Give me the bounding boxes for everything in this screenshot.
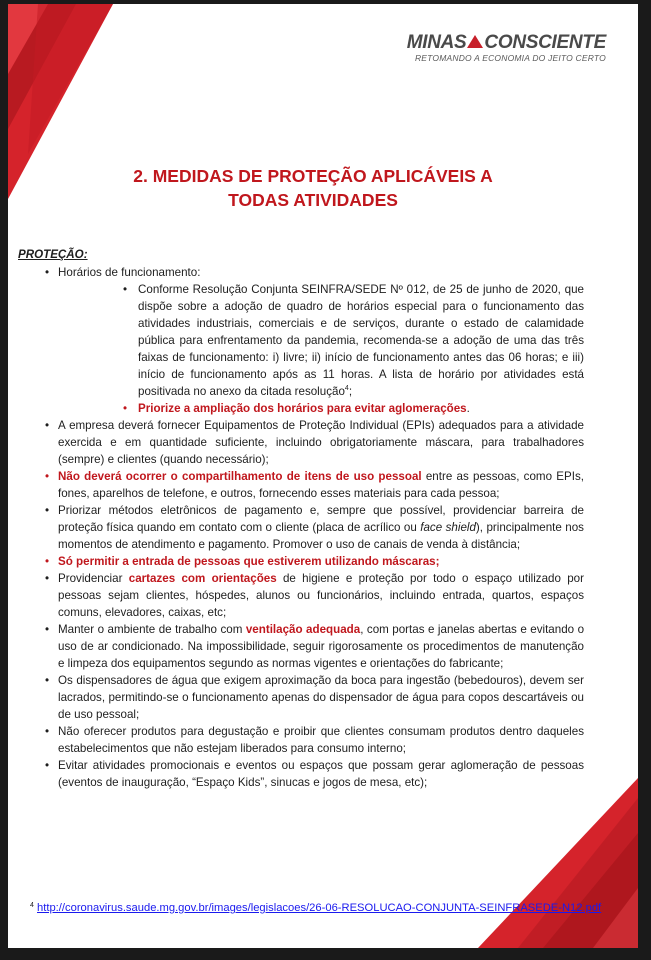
posters-text-2: de higiene e proteção por todo o espaço utilizado por pessoas sejam clientes, hóspedes, alunos ou funcionários, incluindo entrada, quartos, espaços comuns, elevadores, caixas, etc; (58, 572, 584, 619)
masks-end: ; (435, 555, 440, 568)
protection-list (18, 264, 584, 791)
list-item-tasting (18, 723, 584, 757)
heading-line-2: TODAS ATIVIDADES (228, 190, 398, 210)
tasting-text: Não oferecer produtos para degustação e proibir que clientes consumam produtos dentro daqueles estabelecimentos que não estejam liberados para consumo interno; (58, 725, 584, 755)
list-item-ventilation (18, 621, 584, 672)
epi-text: A empresa deverá fornecer Equipamentos de Proteção Individual (EPIs) adequados para a atividade exercida e em quantidade suficiente, incluindo obrigatoriamente máscara, para trabalhadores (sempre) e clientes (quando necessário); (58, 419, 584, 466)
ventilation-text-2: , com portas e janelas abertas e evitando o uso de ar condicionado. Na impossibilidade, seguir rigorosamente os procedimentos de manutenção e limpeza dos equipamentos segundo as normas vigentes e orientações do fabricante; (58, 623, 585, 670)
payment-text-2: ), principalmente nos momentos de atendimento e pagamento. Promover o uso de canais de venda à distância; (58, 521, 584, 551)
events-text: Evitar atividades promocionais e eventos ou espaços que possam gerar aglomeração de pessoas (eventos de inauguração, “Espaço Kids”, sinucas e jogos de mesa, etc); (58, 759, 584, 789)
footnote (30, 902, 638, 914)
prioritize-end: . (466, 402, 470, 415)
logo-tagline: RETOMANDO A ECONOMIA DO JEITO CERTO (414, 53, 606, 63)
section-heading (98, 164, 528, 212)
list-item-masks (18, 553, 584, 570)
hours-title: Horários de funcionamento: (58, 266, 201, 279)
payment-text-1: Priorizar métodos eletrônicos de pagamento e, sempre que possível, providenciar barreira de proteção física quando em contato com o cliente (placa de acrílico ou (58, 504, 584, 534)
payment-italic: face shield (420, 521, 476, 534)
footnote-link[interactable]: http://coronavirus.saude.mg.gov.br/images/legislacoes/26-06-RESOLUCAO-CONJUNTA-SEINFRASEDE-N12.pdf (37, 902, 602, 914)
footnote-number: 4 (30, 902, 34, 909)
document-page (8, 4, 638, 948)
ventilation-emphasis: ventilação adequada (245, 623, 361, 636)
list-item-posters (18, 570, 584, 621)
resolution-text: Conforme Resolução Conjunta SEINFRA/SEDE Nº 012, de 25 de junho de 2020, que dispõe sobre a adoção de quadro de horários especial para o funcionamento das atividades industriais, comerciais e de serviços, durante o estado de calamidade pública para enfrentamento da pandemia, recomenda-se a adoção de uma das três faixas de funcionamento: i) livre; ii) início de funcionamento antes das 06 horas; e iii) início de funcionamento após as 11 horas. A lista de horário por atividades está positivada no anexo da citada resolução (138, 283, 584, 398)
sharing-text: entre as pessoas, como EPIs, fones, aparelhos de telefone, e outros, fornecendo esses materiais para cada pessoa; (58, 470, 584, 500)
document-body (18, 246, 584, 791)
sharing-emphasis: Não deverá ocorrer o compartilhamento de itens de uso pessoal (58, 470, 422, 483)
posters-text-1: Providenciar (58, 572, 129, 585)
hours-sublist (98, 281, 584, 417)
list-item-water (18, 672, 584, 723)
list-item-hours (18, 264, 584, 417)
water-text: Os dispensadores de água que exigem aproximação da boca para ingestão (bebedouros), devem ser lacrados, permitindo-se o funcionamento apenas do dispensador de água para copos descartáveis ou de uso pessoal; (58, 674, 584, 721)
posters-emphasis: cartazes com orientações (128, 572, 277, 585)
ventilation-text-1: Manter o ambiente de trabalho com (58, 623, 246, 636)
list-item-payment (18, 502, 584, 553)
sublist-item-resolution (98, 281, 584, 400)
list-item-sharing (18, 468, 584, 502)
prioritize-text: Priorize a ampliação dos horários para evitar aglomerações (138, 402, 467, 415)
masks-emphasis: Só permitir a entrada de pessoas que estiverem utilizando máscaras (58, 555, 436, 568)
list-item-epi (18, 417, 584, 468)
resolution-end: ; (348, 385, 353, 398)
logo-text-right: CONSCIENTE (484, 32, 606, 53)
section-label: PROTEÇÃO: (18, 248, 88, 261)
sublist-item-prioritize (98, 400, 584, 417)
logo-text-left: MINAS (406, 32, 467, 53)
heading-line-1: 2. MEDIDAS DE PROTEÇÃO APLICÁVEIS A (133, 166, 493, 186)
footnote-ref: 4 (344, 385, 349, 393)
brand-logo (407, 32, 606, 63)
logo-triangle-icon (467, 35, 483, 48)
decorative-corner-bottom-right (428, 778, 638, 948)
